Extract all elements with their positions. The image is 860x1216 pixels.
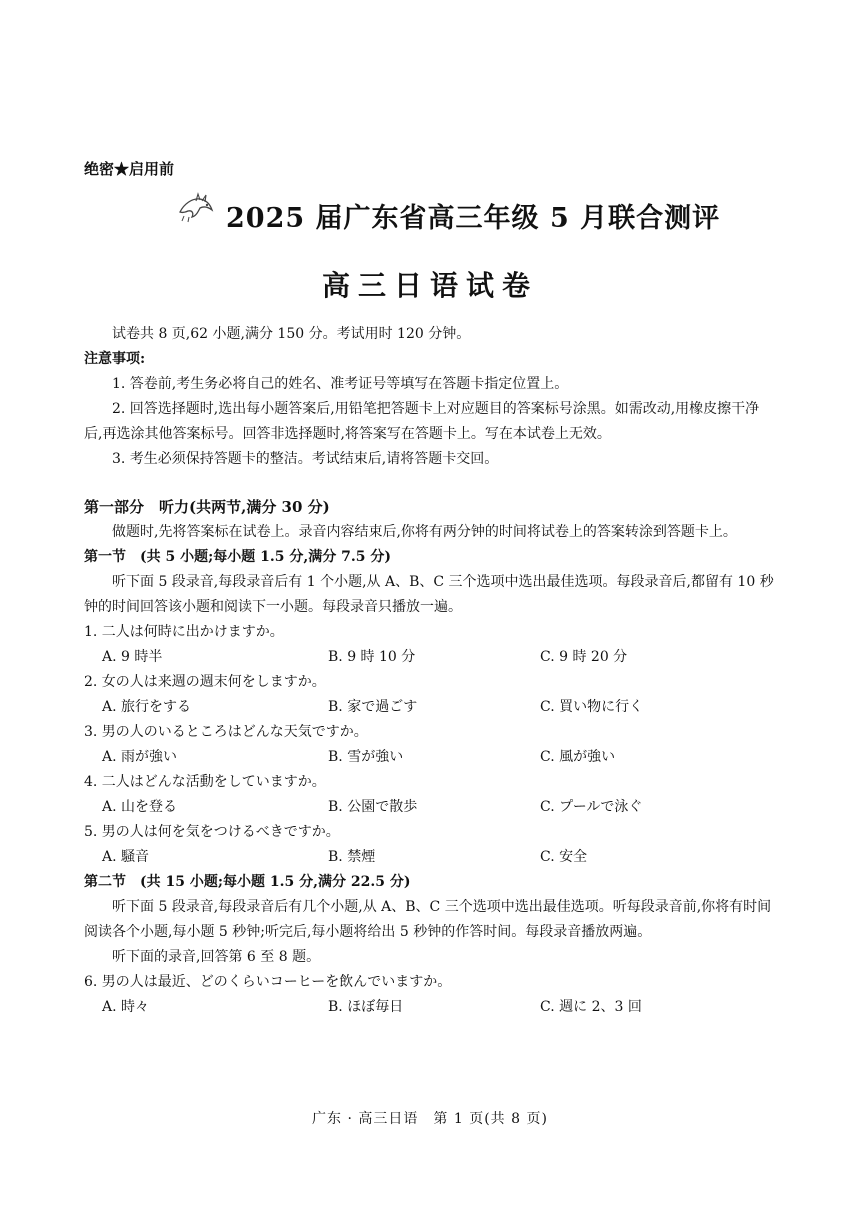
question-6-options [84,995,774,1020]
notes-heading: 注意事项: [84,351,146,367]
question-5-options [84,845,774,870]
question-6: 6. 男の人は最近、どのくらいコーヒーを飲んでいますか。 [84,974,452,990]
option-c: C. 買い物に行く [540,699,644,715]
section1-heading: 第一节 (共 5 小题;每小题 1.5 分,满分 7.5 分) [84,549,391,565]
option-a: A. 雨が強い [102,749,178,765]
part1-instruction: 做题时,先将答案标在试卷上。录音内容结束后,你将有两分钟的时间将试卷上的答案转涂到答题卡上。 [112,524,737,540]
option-c: C. 風が強い [540,749,616,765]
question-2-options [84,695,774,720]
note-item-1: 1. 答卷前,考生务必将自己的姓名、准考证号等填写在答题卡指定位置上。 [112,376,569,392]
option-c: C. プールで泳ぐ [540,799,643,815]
section2-sub-instruction: 听下面的录音,回答第 6 至 8 题。 [112,949,321,965]
section2-heading: 第二节 (共 15 小题;每小题 1.5 分,满分 22.5 分) [84,874,411,890]
confidential-label: 绝密★启用前 [84,160,175,178]
exam-intro: 试卷共 8 页,62 小题,满分 150 分。考试用时 120 分钟。 [112,326,471,342]
page-footer: 广东 · 高三日语 第 1 页(共 8 页) [312,1111,548,1127]
question-4: 4. 二人はどんな活動をしていますか。 [84,774,326,790]
option-c: C. 9 時 20 分 [540,649,628,665]
section2-instruction: 听下面 5 段录音,每段录音后有几个小题,从 A、B、C 三个选项中选出最佳选项。听每段录音前,你将有时间阅读各个小题,每小题 5 秒钟;听完后,每小题将给出 5 秒钟的作答时间。每段录音播放两遍。 [84,899,772,940]
question-3: 3. 男の人のいるところはどんな天気ですか。 [84,724,368,740]
option-b: B. 家で過ごす [328,699,418,715]
question-1: 1. 二人は何時に出かけますか。 [84,624,284,640]
option-b: B. ほぼ毎日 [328,999,404,1015]
option-a: A. 時々 [102,999,150,1015]
question-2: 2. 女の人は来週の週末何をしますか。 [84,674,326,690]
option-c: C. 週に 2、3 回 [540,999,642,1015]
dragon-logo-icon [176,190,216,224]
option-a: A. 旅行をする [102,699,192,715]
option-c: C. 安全 [540,849,588,865]
option-a: A. 9 時半 [102,649,163,665]
question-1-options [84,645,774,670]
option-b: B. 禁煙 [328,849,376,865]
option-b: B. 公園で散歩 [328,799,418,815]
part1-heading: 第一部分 听力(共两节,满分 30 分) [84,498,330,516]
exam-content [84,322,774,1020]
option-b: B. 雪が強い [328,749,404,765]
question-5: 5. 男の人は何を気をつけるべきですか。 [84,824,340,840]
note-item-2: 2. 回答选择题时,选出每小题答案后,用铅笔把答题卡上对应题目的答案标号涂黑。如需改动,用橡皮擦干净后,再选涂其他答案标号。回答非选择题时,将答案写在答题卡上。写在本试卷上无效。 [84,401,760,442]
option-b: B. 9 時 10 分 [328,649,416,665]
exam-subtitle: 高三日语试卷 [321,269,538,302]
question-3-options [84,745,774,770]
exam-title: 2025 届广东省高三年级 5 月联合测评 [226,203,721,234]
note-item-3: 3. 考生必须保持答题卡的整洁。考试结束后,请将答题卡交回。 [112,451,499,467]
section1-instruction: 听下面 5 段录音,每段录音后有 1 个小题,从 A、B、C 三个选项中选出最佳选项。每段录音后,都留有 10 秒钟的时间回答该小题和阅读下一小题。每段录音只播放一遍。 [84,574,774,615]
option-a: A. 山を登る [102,799,178,815]
question-4-options [84,795,774,820]
option-a: A. 騒音 [102,849,150,865]
